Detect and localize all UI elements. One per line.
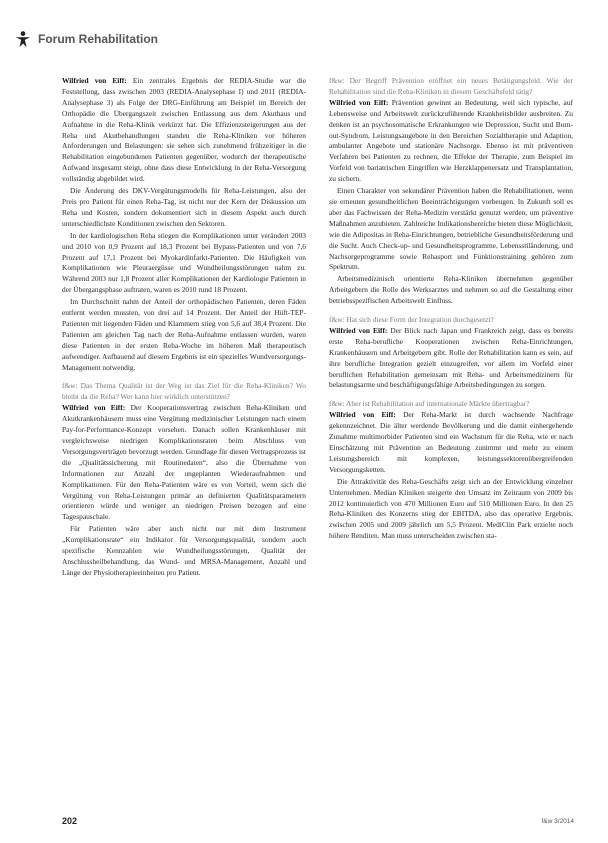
issue-label: f&w 3/2014 — [541, 818, 574, 825]
page-number: 202 — [62, 816, 78, 826]
speaker-name: Wilfried von Eiff: — [62, 76, 127, 85]
paragraph: In der kardiologischen Reha stiegen die Komplikationen unter verändert 2003 und 2010 von 0,9 Prozent auf 18,3 Prozent bei Bypass-Patienten und von 7,6 Prozent auf 17,1 Prozent bei Myokardinfarkt-Patienten. Die Häufigkeit von Komplikationen wie Pleuraergüsse und Wundheilungsstörungen nahm zu. Während 2003 nur 1,8 Prozent aller Komplikationen der Kardiologie Patienten in der Übergangsphase auftraten, waren es 2010 rund 18 Prozent. — [62, 230, 306, 295]
page-header — [14, 30, 158, 48]
left-column — [62, 76, 306, 580]
paragraph: Im Durchschnitt nahm der Anteil der orthopädischen Patienten, deren Fäden entfernt werden mussten, von drei auf 14 Prozent. Der Anteil der Hüft-TEP-Patienten mit liegenden Fäden und Klammern stieg von 5,6 auf 38,4 Prozent. Die Patienten am gleichen Tag nach der Reha-Aufnahme entlassen wurden, waren diese Patienten in der ersten Reha-Woche im höheren Maß therapeutisch aufwendiger. Aufbauend auf diesem Ergebnis ist ein spezielles Wundversorgungs-Management notwendig. — [62, 297, 306, 372]
paragraph-text: Ein zentrales Ergebnis der REDIA-Studie war die Feststellung, dass zwischen 2003 (REDIA-Analysephase I) und 2011 (REDIA-Analysephase 3) als Folge der DRG-Einführung am Beispiel im Bereich der Orthopädie die Übergangszeit zwischen Entlassung aus dem Akuthaus und Aufnahme in die Reha-Klinik verkürzt hat. Die Effizienzsteigerungen aus der Reha und Akutbehandlungen standen die Reha-Kliniken vor höheren Anforderungen und Belastungen: sie sehen sich zunehmend frühzeitiger in die Rehabilitation eingebundenen Patienten gegenüber, wodurch der therapeutische Aufwand insgesamt steigt, ohne dass diese Entwicklung in der Reha-Versorgung vollständig abgebildet wird. — [62, 76, 306, 184]
paragraph — [329, 98, 573, 185]
right-column — [329, 76, 573, 543]
speaker-name: Wilfried von Eiff: — [329, 97, 389, 107]
paragraph: Die Attraktivität des Reha-Geschäfts zeigt sich an der Entwicklung einzelner Unternehmen. Median Kliniken steigerte den Umsatz im Zeitraum von 2009 bis 2012 kontinuierlich von 470 Millionen Euro auf 510 Millionen Euro. In den 25 Reha-Kliniken des Konzerns stieg der EBITDA, also das operative Ergebnis, zwischen 2005 und 2009 jährlich um 5,5 Prozent. MediClin Park erzielte noch höhere Renditen. Man muss unterscheiden zwischen sta- — [329, 476, 573, 541]
person-figure-icon — [14, 30, 32, 48]
paragraph: Die Änderung des DKV-Vergütungsmodells für Reha-Leistungen, also der Preis pro Patient für einen Reha-Tag, ist nicht nur der Kern der Diskussion um Reha und Kosten, sondern dokumentiert sich in diesem Aspekt auch durch unterschiedlichste Konditionen zwischen den Sektoren. — [62, 186, 306, 228]
paragraph: Einen Charakter von sekundärer Prävention haben die Rehabilitationen, wenn sie erneuten gesundheitlichen Beeinträchtigungen vorbeugen. In Zukunft soll es aber das Fachwissen der Reha-Medizin verstärkt genutzt werden, um präventive Maßnahmen anzubieten. Zahlreiche Indikationsbereiche bieten diese Möglichkeit, wie die Adipositas in Reha-Einrichtungen, betriebliche Gesundheitsförderung und die Sucht. Auch Check-up- und Gesundheitsprogramme, Lebensstiländerung, und Nachsorgeprogramme sowie Rehasport und Funktionstraining gehören zum Spektrum. — [329, 186, 573, 272]
paragraph-text: Prävention gewinnt an Bedeutung, weil sich typische, auf Lebensweise und Arbeitswelt zurückzuführende Krankheitsbilder ausbreiten. Zu denken ist an psychosomatische Erkrankungen wie Depression, Sucht und Burn-out-Syndrom, Leistungsangebote in den Bereichen Sozialtherapie und Adaption, ambulanter Angebote und stationäre Nachsorge. Ebenso ist mit präventiven Verfahren bei Patienten zu rechnen, die Effekte der Therapie, zum Beispiel im Vorfeld von bariatrischen Eingriffen wie Herzklappenersatz und Transplantation, zu sichern. — [329, 97, 573, 184]
paragraph — [329, 410, 573, 475]
paragraph: Arbeitsmedizinisch orientierte Reha-Kliniken übernehmen gegenüber Arbeitgebern die Rolle des Werksarztes und nehmen so auf die Gestaltung einer betriebsspezifischen Arbeitswelt Einfluss. — [329, 274, 573, 306]
paragraph-text: Der Kooperationsvertrag zwischen Reha-Kliniken und Akutkrankenhäusern muss eine Vergütung medizinischer Leistungen nach einem Pay-for-Performance-Konzept vorsehen. Danach sollen Krankenhäuser mit vergleichsweise niedrigen Komplikationsraten beim Abschluss von Versorgungsverträgen bevorzugt werden. Grundlage für diesen Vertragsprozess ist die „Qualitätssicherung mit Routinedaten“, also die Übernahme von Informationen zur Anzahl der ungeplanten Wiederaufnahmen und Komplikationen. Für den Reha-Patienten wäre es von Vorteil, wenn sich die Vergütung von Reha-Leistungen primär an definierten Qualitätsparametern orientieren würde und weniger an niedrigen Preisen bezogen auf eine Tagespauschale. — [62, 403, 306, 522]
speaker-name: Wilfried von Eiff: — [329, 325, 388, 335]
speaker-name: Wilfried von Eiff: — [329, 410, 396, 420]
paragraph: Für Patienten wäre aber auch nicht nur mit dem Instrument „Komplikationsrate“ ein Indikator für Versorgungsqualität, sondern auch spezifische Kennzahlen wie Wundheilungsstörungen, Qualität der Anschlussheilbehandlung, das Wund- und MRSA-Management, Anzahl und Länge der Physiotherapieeinheiten pro Patient. — [62, 524, 306, 577]
paragraph — [62, 403, 306, 523]
section-title: Forum Rehabilitation — [38, 32, 158, 46]
interview-question: f&w: Aber ist Rehabilitation auf internationale Märkte übertragbar? — [329, 399, 530, 409]
interview-question: f&w: Das Thema Qualität ist der Weg ist das Ziel für die Reha-Kliniken? Wo bleibt da die Reha? Wer kann hier wirklich unterstützen? — [62, 381, 306, 402]
paragraph-text: Der Reha-Markt ist durch wachsende Nachfrage gekennzeichnet. Die älter werdende Bevölkerung und die damit einhergehende Zunahme multimorbider Patienten sind ein Wachstum für die Reha, wie er nach Einschätzung mit Prävention an Bedeutung zunimmt und mehr zu einem Leistungsbereich mit komplexen, leistungssektorenübergreifenden Versorgungsketten. — [329, 410, 573, 474]
speaker-name: Wilfried von Eiff: — [62, 403, 126, 413]
interview-question: f&w: Hat sich diese Form der Integration durchgesetzt? — [329, 315, 494, 325]
paragraph — [329, 326, 573, 391]
paragraph-text: Der Blick nach Japan und Frankreich zeigt, dass es bereits erste Reha-berufliche Kooperationen zwischen Reha-Einrichtungen, Krankenhäusern und Arbeitgebern gibt. Rolle der Rehabilitation kann es sein, auf ihre berufliche Integration gezielt einzugreifen, vor allem im Vorfeld einer beruflichen Rehabilitation gemeinsam mit Reha- und Arbeitsmedizinern für belastungsarme und beschäftigungsfähige Arbeitsbedingungen zu sorgen. — [329, 325, 573, 390]
paragraph — [62, 76, 306, 185]
interview-question: f&w: Der Begriff Prävention eröffnet ein neues Betätigungsfeld. Wie der Rehabilitation sind die Reha-Kliniken in diesem Geschäftsfeld tätig? — [329, 76, 573, 96]
